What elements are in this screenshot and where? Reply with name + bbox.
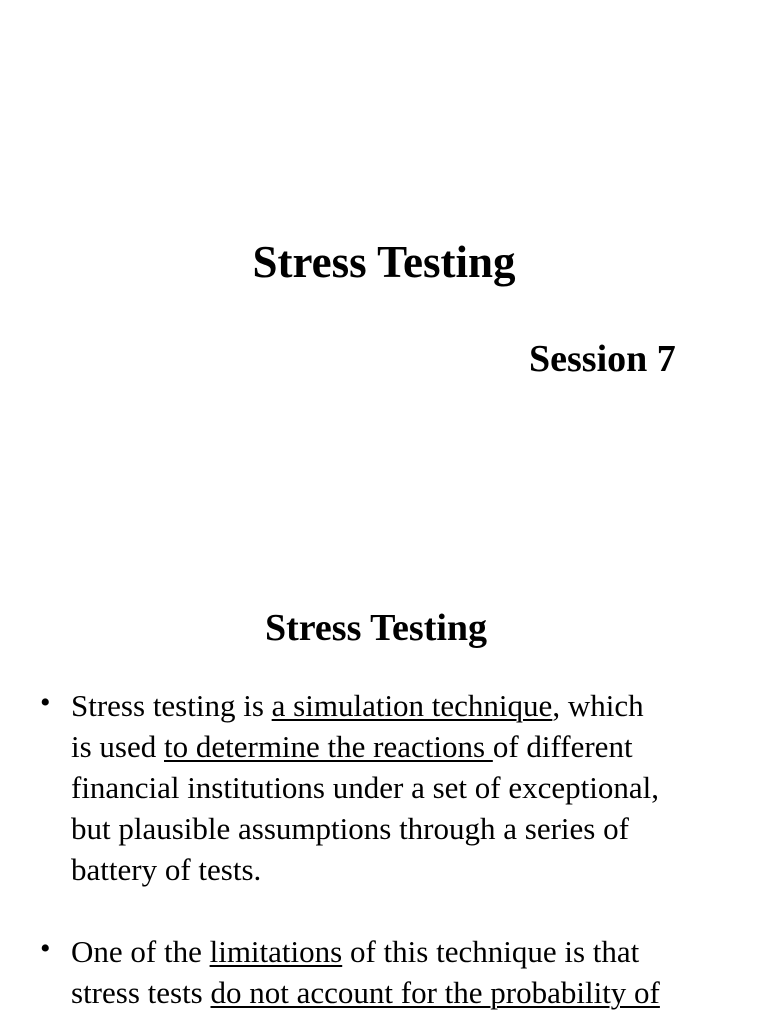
bullet-text-line	[71, 975, 660, 1011]
text-span: One of the	[71, 934, 210, 969]
underlined-phrase: to determine the reactions	[164, 729, 493, 764]
bullet-icon: •	[40, 932, 51, 965]
text-span: is used	[71, 729, 164, 764]
bullet-text-line	[71, 934, 639, 970]
text-span: Stress testing is	[71, 688, 272, 723]
text-span: stress tests	[71, 975, 211, 1010]
bullet-text-line	[71, 770, 659, 806]
underlined-phrase: do not account for the probability of	[210, 975, 660, 1010]
text-span: of different	[492, 729, 633, 764]
text-span: financial institutions under a set of exceptional,	[71, 770, 659, 805]
text-span: , which	[552, 688, 644, 723]
text-span: battery of tests.	[71, 852, 262, 887]
text-span: but plausible assumptions through a series of	[71, 811, 629, 846]
underlined-phrase: limitations	[209, 934, 343, 969]
slide-title: Stress Testing	[252, 237, 516, 287]
session-label: Session 7	[529, 338, 676, 380]
bullet-text-line	[71, 729, 633, 765]
bullet-text-line	[71, 688, 644, 724]
text-span: of this technique is that	[342, 934, 640, 969]
section-heading: Stress Testing	[264, 607, 488, 649]
underlined-phrase: a simulation technique	[271, 688, 553, 723]
bullet-text-line	[71, 811, 629, 847]
bullet-icon: •	[40, 686, 51, 719]
bullet-text-line	[71, 852, 261, 888]
